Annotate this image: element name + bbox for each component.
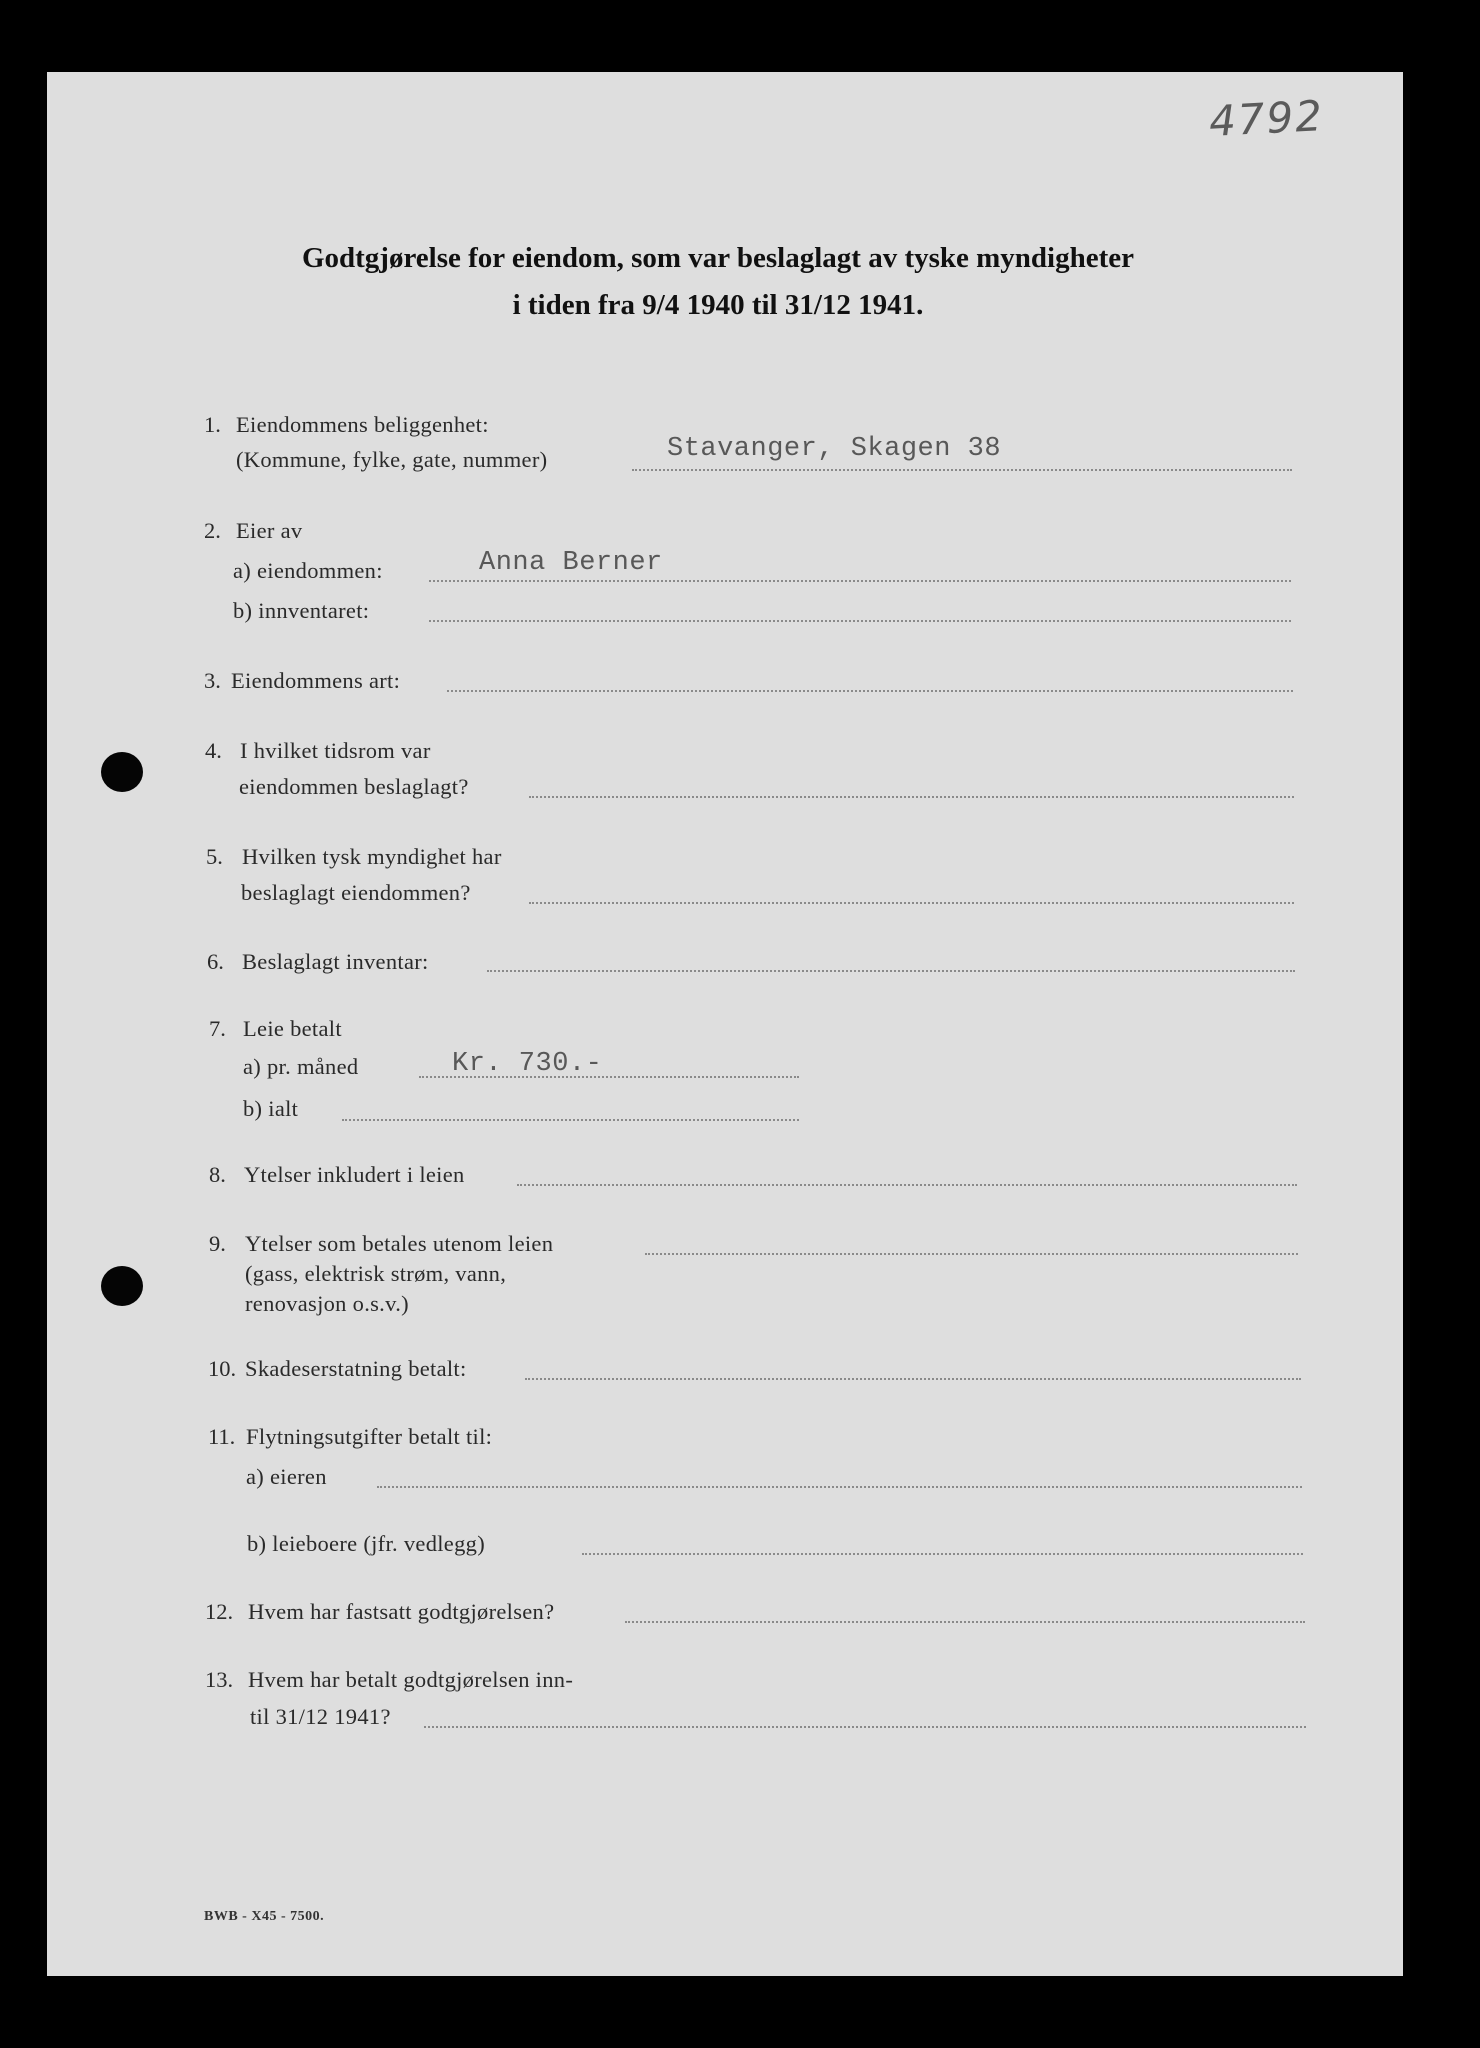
item-2a-answer: Anna Berner [479,548,663,578]
form-title-line-2: i tiden fra 9/4 1940 til 31/12 1941. [512,289,924,321]
item-8-number: 8. [209,1162,226,1187]
item-3-label: Eiendommens art: [231,668,401,693]
item-4-answer-line [529,796,1294,798]
item-10-number: 10. [208,1356,237,1381]
item-7b-answer-line [342,1119,799,1121]
item-2a-label: a) eiendommen: [233,558,383,583]
item-3-number: 3. [204,668,221,693]
item-6-label: Beslaglagt inventar: [242,949,429,974]
item-7b-label: b) ialt [243,1096,299,1121]
item-6-number: 6. [207,949,224,974]
item-8-answer-line [517,1184,1297,1186]
item-11b-label: b) leieboere (jfr. vedlegg) [247,1531,485,1556]
item-2-label: Eier av [236,518,303,543]
item-9-sublabel-2: renovasjon o.s.v.) [245,1291,409,1316]
item-1-number: 1. [204,412,221,437]
item-4-label: I hvilket tidsrom var [240,738,431,763]
item-5-number: 5. [206,844,223,869]
item-5-sublabel: beslaglagt eiendommen? [241,880,471,905]
item-12-label: Hvem har fastsatt godtgjørelsen? [248,1599,555,1624]
form-title-line-1: Godtgjørelse for eiendom, som var beslaglagt av tyske myndigheter [301,242,1135,274]
item-11a-answer-line [377,1486,1302,1488]
item-2-number: 2. [204,518,221,543]
print-code-footer: BWB - X45 - 7500. [204,1909,325,1924]
item-11a-label: a) eieren [246,1464,327,1489]
item-6-answer-line [487,970,1295,972]
item-5-label: Hvilken tysk myndighet har [242,844,502,869]
punch-hole-lower [101,1266,143,1306]
item-1-answer: Stavanger, Skagen 38 [667,434,1002,464]
item-13-sublabel: til 31/12 1941? [250,1704,391,1729]
item-5-answer-line [529,902,1294,904]
item-1-sublabel: (Kommune, fylke, gate, nummer) [236,447,548,472]
item-9-number: 9. [209,1231,226,1256]
item-2a-answer-line [429,580,1291,582]
item-13-label: Hvem har betalt godtgjørelsen inn- [248,1667,574,1692]
item-7-label: Leie betalt [243,1016,342,1041]
item-11-number: 11. [208,1424,236,1449]
item-7a-label: a) pr. måned [243,1054,359,1079]
item-7-number: 7. [209,1016,226,1041]
item-11b-answer-line [582,1553,1303,1555]
item-4-number: 4. [205,738,222,763]
item-12-answer-line [625,1621,1305,1623]
item-13-number: 13. [205,1667,234,1692]
item-2b-label: b) innventaret: [233,598,370,623]
item-13-answer-line [424,1726,1306,1728]
item-2b-answer-line [429,620,1291,622]
item-10-label: Skadeserstatning betalt: [245,1356,467,1381]
item-1-answer-line [632,469,1292,471]
item-11-label: Flytningsutgifter betalt til: [246,1424,493,1449]
item-8-label: Ytelser inkludert i leien [244,1162,465,1187]
handwritten-archive-number: 4792 [1207,91,1326,146]
item-9-label: Ytelser som betales utenom leien [245,1231,554,1256]
punch-hole-upper [101,752,143,792]
item-4-sublabel: eiendommen beslaglagt? [239,774,469,799]
item-1-label: Eiendommens beliggenhet: [236,412,489,437]
item-9-sublabel-1: (gass, elektrisk strøm, vann, [245,1261,507,1286]
item-12-number: 12. [205,1599,234,1624]
item-10-answer-line [525,1378,1301,1380]
item-3-answer-line [447,690,1293,692]
form-page [47,72,1403,1976]
item-7a-answer: Kr. 730.- [452,1049,603,1079]
item-9-answer-line [645,1253,1298,1255]
